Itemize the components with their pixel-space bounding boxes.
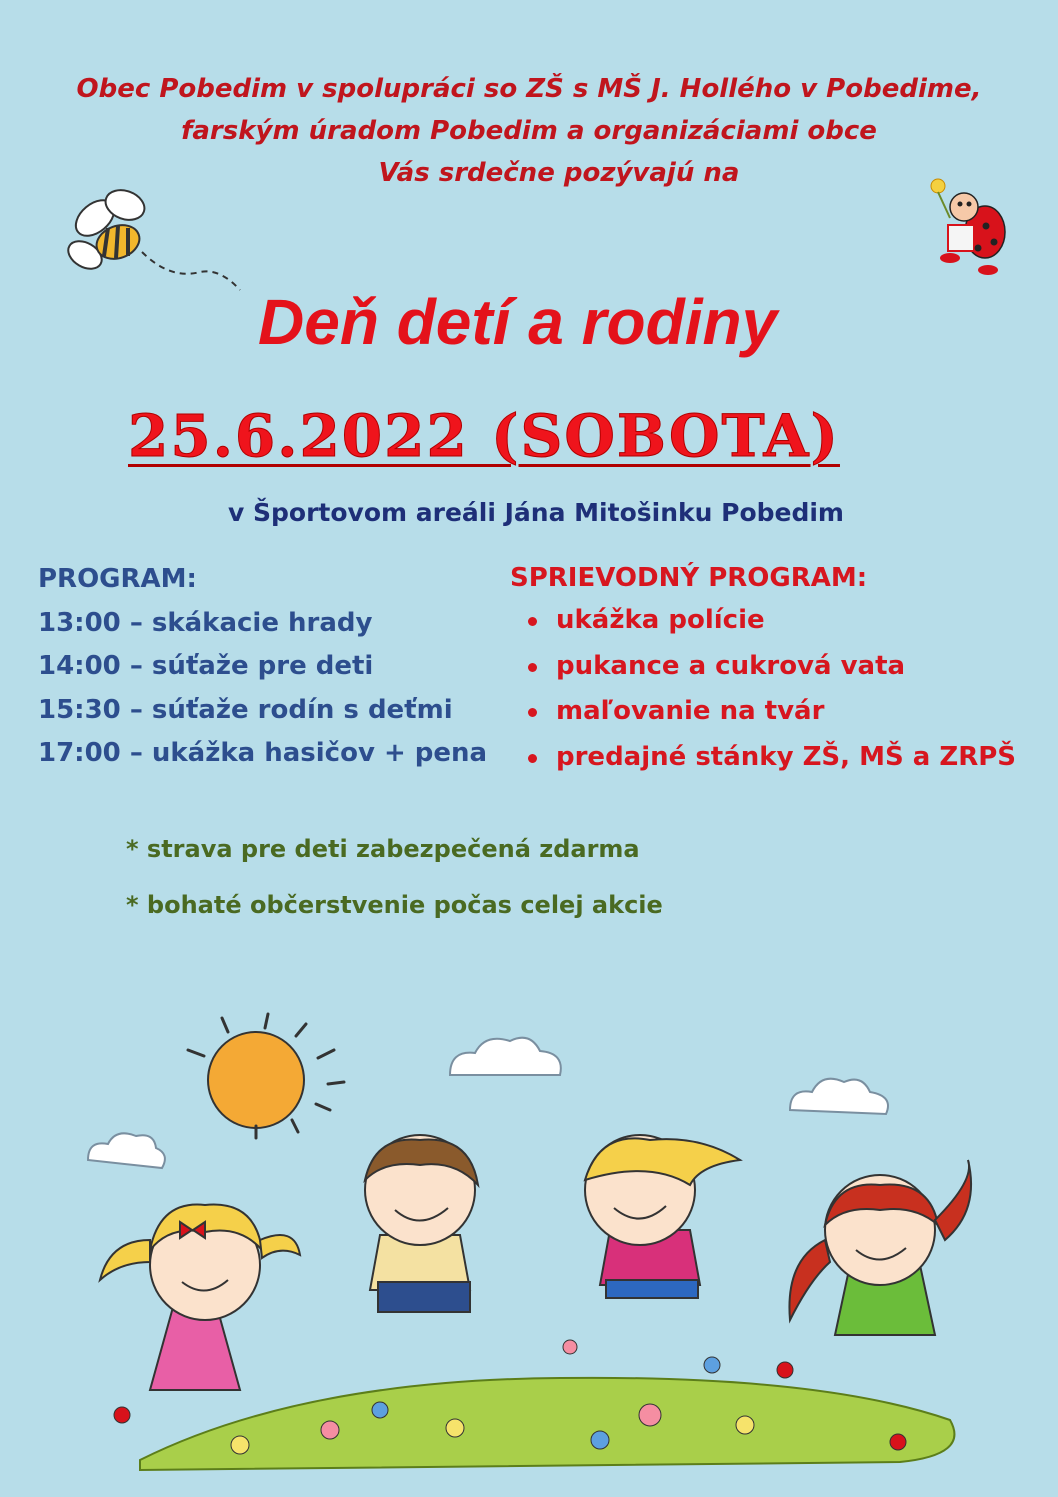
side-program-heading: SPRIEVODNÝ PROGRAM:: [510, 563, 868, 593]
cloud-icon: [88, 1038, 888, 1168]
program-item: 15:30 – súťaže rodín s deťmi: [38, 694, 453, 725]
intro-line-2: farským úradom Pobedim a organizáciami obce: [181, 116, 877, 146]
program-item: 13:00 – skákacie hrady: [38, 607, 373, 638]
event-date: 25.6.2022 (SOBOTA): [128, 402, 840, 470]
side-program-item: ukážka polície: [510, 598, 1016, 644]
side-program-item: predajné stánky ZŠ, MŠ a ZRPŠ: [510, 735, 1016, 781]
grass-hill: [140, 1378, 954, 1470]
bee-icon: [63, 185, 240, 290]
note-refreshments: * bohaté občerstvenie počas celej akcie: [126, 891, 663, 919]
child-girl-blonde: [100, 1205, 300, 1390]
ladybug-icon: [931, 179, 1005, 275]
child-girl-red: [789, 1160, 971, 1335]
child-girl-curly: [585, 1135, 740, 1298]
child-boy-blue: [365, 1135, 478, 1312]
event-venue: v Športovom areáli Jána Mitošinku Pobedim: [228, 498, 844, 527]
sun-icon: [188, 1014, 344, 1138]
program-heading: PROGRAM:: [38, 564, 197, 594]
intro-line-3: Vás srdečne pozývajú na: [378, 158, 740, 188]
note-food: * strava pre deti zabezpečená zdarma: [126, 835, 640, 863]
program-item: 17:00 – ukážka hasičov + pena: [38, 738, 488, 768]
intro-line-1: Obec Pobedim v spolupráci so ZŠ s MŠ J. Hollého v Pobedime,: [76, 74, 982, 104]
side-program-item: maľovanie na tvár: [510, 689, 1016, 735]
program-item: 14:00 – súťaže pre deti: [38, 651, 374, 681]
side-program-item: pukance a cukrová vata: [510, 644, 1016, 690]
event-title: Deň detí a rodiny: [258, 286, 778, 358]
